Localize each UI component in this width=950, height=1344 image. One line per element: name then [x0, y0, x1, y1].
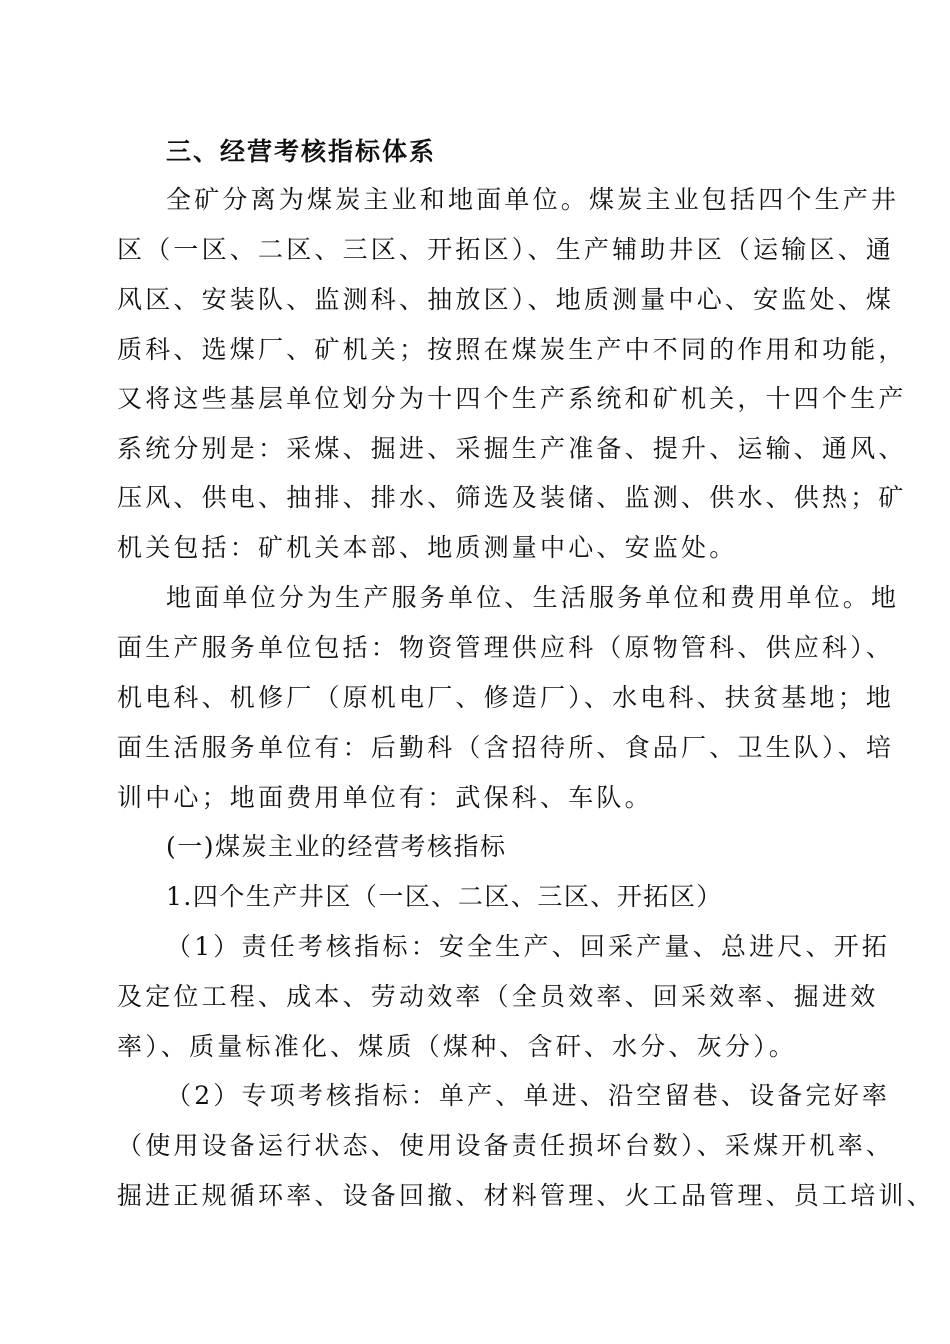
paragraph-1-line-8: 机关包括：矿机关本部、地质测量中心、安监处。 — [117, 533, 738, 562]
section-heading: 三、经营考核指标体系 — [166, 137, 437, 166]
subheading-coal-indicators: (一)煤炭主业的经营考核指标 — [166, 832, 507, 861]
paragraph-2-line-1: 地面单位分为生产服务单位、生活服务单位和费用单位。地 — [166, 583, 900, 612]
paragraph-2-line-3: 机电科、机修厂（原机电厂、修造厂）、水电科、扶贫基地；地 — [117, 683, 895, 712]
paragraph-1-line-6: 系统分别是：采煤、掘进、采掘生产准备、提升、运输、通风、 — [117, 434, 907, 463]
paragraph-4-line-2: （使用设备运行状态、使用设备责任损坏台数）、采煤开机率、 — [117, 1131, 895, 1160]
paragraph-3-line-2: 及定位工程、成本、劳动效率（全员效率、回采效率、掘进效 — [117, 982, 879, 1011]
paragraph-2-line-5: 训中心；地面费用单位有：武保科、车队。 — [117, 783, 653, 812]
paragraph-1-line-3: 风区、安装队、监测科、抽放区）、地质测量中心、安监处、煤 — [117, 285, 895, 314]
paragraph-1-line-1: 全矿分离为煤炭主业和地面单位。煤炭主业包括四个生产井 — [166, 185, 900, 214]
paragraph-2-line-4: 面生活服务单位有：后勤科（含招待所、食品厂、卫生队）、培 — [117, 733, 895, 762]
subheading-four-wells: 1.四个生产井区（一区、二区、三区、开拓区） — [166, 882, 723, 911]
paragraph-2-line-2: 面生产服务单位包括：物资管理供应科（原物管科、供应科）、 — [117, 633, 895, 662]
paragraph-3-line-1: （1）责任考核指标：安全生产、回采产量、总进尺、开拓 — [166, 932, 891, 961]
paragraph-1-line-7: 压风、供电、抽排、排水、筛选及装储、监测、供水、供热；矿 — [117, 483, 907, 512]
paragraph-4-line-1: （2）专项考核指标：单产、单进、沿空留巷、设备完好率 — [166, 1081, 891, 1110]
paragraph-1-line-2: 区（一区、二区、三区、开拓区）、生产辅助井区（运输区、通 — [117, 235, 895, 264]
paragraph-4-line-3: 掘进正规循环率、设备回撤、材料管理、火工品管理、员工培训、 — [117, 1181, 935, 1210]
paragraph-3-line-3: 率）、质量标准化、煤质（煤种、含矸、水分、灰分）。 — [117, 1032, 798, 1061]
paragraph-1-line-4: 质科、选煤厂、矿机关；按照在煤炭生产中不同的作用和功能， — [117, 335, 907, 364]
paragraph-1-line-5: 又将这些基层单位划分为十四个生产系统和矿机关，十四个生产 — [117, 384, 907, 413]
